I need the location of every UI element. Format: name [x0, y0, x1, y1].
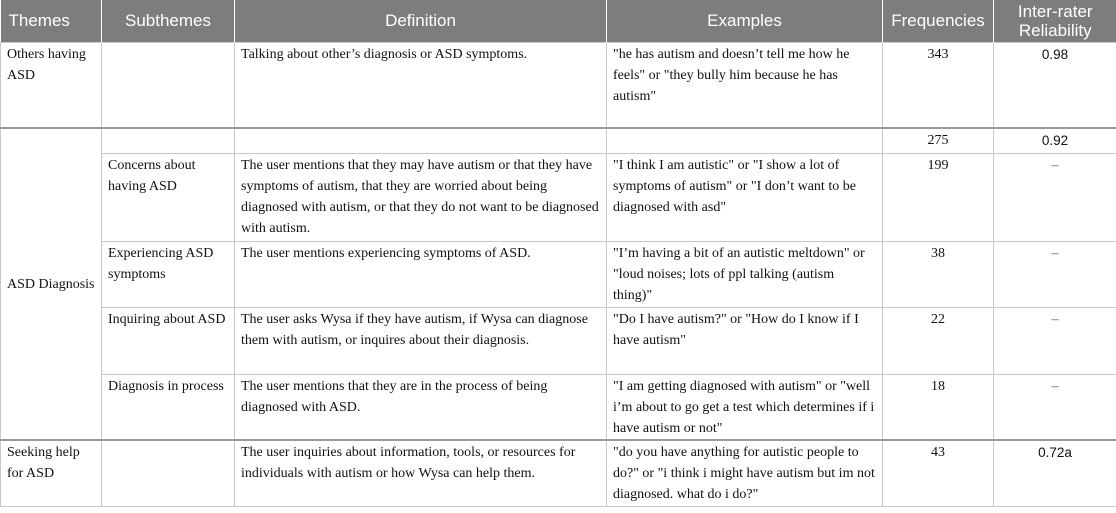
header-subthemes: Subthemes [102, 0, 235, 42]
definition-cell: Talking about other’s diagnosis or ASD symptoms. [235, 42, 607, 128]
subtheme-cell [102, 440, 235, 507]
reliability-cell: 0.98 [994, 42, 1116, 128]
frequency-cell: 18 [883, 374, 994, 440]
definition-cell: The user mentions that they are in the process of being diagnosed with ASD. [235, 374, 607, 440]
table-row-diagnosis [1, 128, 1116, 153]
header-frequencies: Frequencies [883, 0, 994, 42]
frequency-cell: 43 [883, 440, 994, 507]
frequency-cell: 22 [883, 307, 994, 374]
header-themes: Themes [1, 0, 102, 42]
reliability-cell: 0.72a [994, 440, 1116, 507]
examples-cell: "Do I have autism?" or "How do I know if I have autism" [607, 307, 883, 374]
subtheme-cell [102, 42, 235, 128]
header-examples: Examples [607, 0, 883, 42]
reliability-cell: – [994, 241, 1116, 307]
reliability-cell: – [994, 307, 1116, 374]
examples-cell: "he has autism and doesn’t tell me how he feels" or "they bully him because he has autism" [607, 42, 883, 128]
subtheme-cell: Concerns about having ASD [102, 153, 235, 241]
examples-cell: "I think I am autistic" or "I show a lot of symptoms of autism" or "I don’t want to be diagnosed with asd" [607, 153, 883, 241]
examples-cell: "I’m having a bit of an autistic meltdown" or "loud noises; lots of ppl talking (autism thing)" [607, 241, 883, 307]
frequency-cell: 38 [883, 241, 994, 307]
theme-cell: ASD Diagnosis [1, 128, 102, 440]
definition-cell: The user mentions experiencing symptoms of ASD. [235, 241, 607, 307]
examples-cell: "do you have anything for autistic people to do?" or "i think i might have autism but im not diagnosed. what do i do?" [607, 440, 883, 507]
theme-cell: Seeking help for ASD [1, 440, 102, 507]
reliability-cell: 0.92 [994, 128, 1116, 153]
table-row-concerns [1, 153, 1116, 241]
subtheme-cell: Diagnosis in process [102, 374, 235, 440]
examples-cell: "I am getting diagnosed with autism" or "well i’m about to go get a test which determines if i have autism or not" [607, 374, 883, 440]
table-row-experiencing [1, 241, 1116, 307]
frequency-cell: 275 [883, 128, 994, 153]
theme-cell: Others having ASD [1, 42, 102, 128]
frequency-cell: 199 [883, 153, 994, 241]
table-row-seeking [1, 440, 1116, 507]
frequency-cell: 343 [883, 42, 994, 128]
reliability-cell: – [994, 153, 1116, 241]
table-row-others [1, 42, 1116, 128]
definition-cell [235, 128, 607, 153]
header-reliability: Inter-rater Reliability [994, 0, 1116, 42]
definition-cell: The user inquiries about information, tools, or resources for individuals with autism or how Wysa can help them. [235, 440, 607, 507]
definition-cell: The user mentions that they may have autism or that they have symptoms of autism, that they are worried about being diagnosed with autism, or that they do not want to be diagnosed with autism. [235, 153, 607, 241]
subtheme-cell [102, 128, 235, 153]
header-definition: Definition [235, 0, 607, 42]
table-row-in-process [1, 374, 1116, 440]
header-row [1, 0, 1116, 42]
table-row-inquiring [1, 307, 1116, 374]
definition-cell: The user asks Wysa if they have autism, if Wysa can diagnose them with autism, or inquires about their diagnosis. [235, 307, 607, 374]
subtheme-cell: Inquiring about ASD [102, 307, 235, 374]
reliability-cell: – [994, 374, 1116, 440]
examples-cell [607, 128, 883, 153]
subtheme-cell: Experiencing ASD symptoms [102, 241, 235, 307]
